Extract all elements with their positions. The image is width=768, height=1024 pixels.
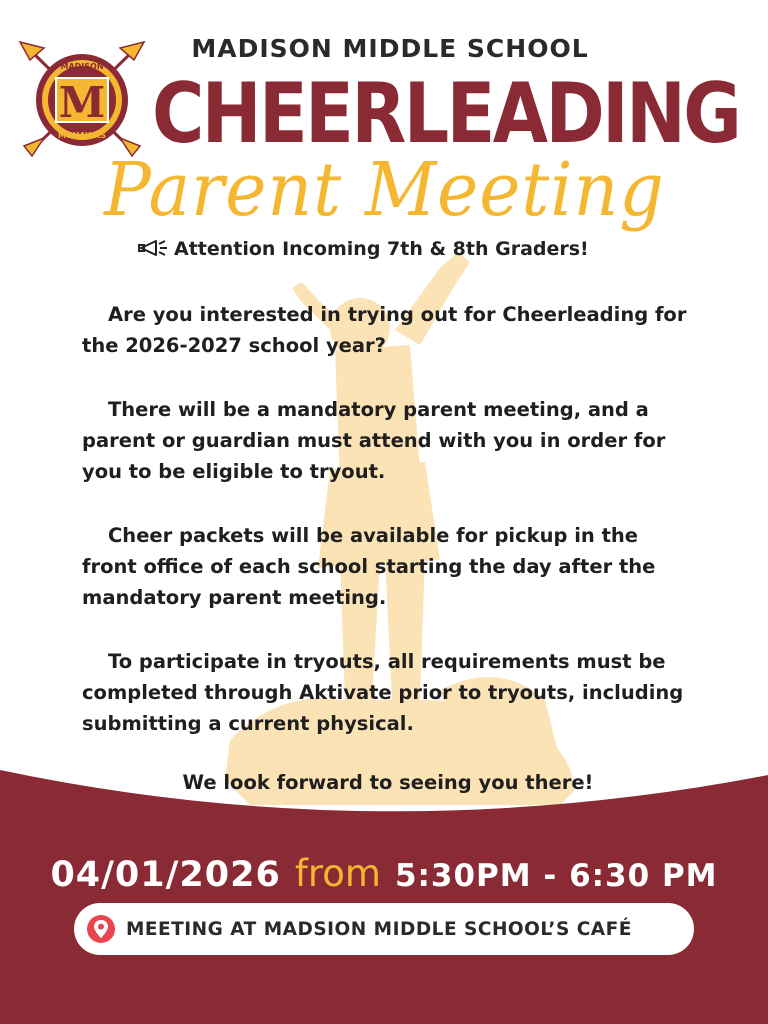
location-pin-icon <box>86 914 116 944</box>
logo-letter: M <box>58 78 106 127</box>
paragraph-packets: Cheer packets will be available for pickup in the front office of each school starting the day after the mandatory parent meeting. <box>82 524 656 609</box>
megaphone-icon <box>138 237 168 259</box>
logo-top-text: MADISON <box>60 62 104 71</box>
location-text: MEETING AT MADSION MIDDLE SCHOOL’S CAFÉ <box>126 918 632 940</box>
event-datetime <box>0 852 768 895</box>
event-time: 5:30PM - 6:30 PM <box>394 858 718 894</box>
attention-text: Attention Incoming 7th & 8th Graders! <box>174 238 589 260</box>
closing-line: We look forward to seeing you there! <box>182 771 594 794</box>
main-title: CHEERLEADING <box>152 65 740 162</box>
location-pill <box>74 903 694 955</box>
event-date: 04/01/2026 <box>50 855 281 895</box>
paragraph-meeting: There will be a mandatory parent meeting, and a parent or guardian must attend with you in order for you to be eligible to tryout. <box>82 398 666 483</box>
paragraph-interest: Are you interested in trying out for Cheerleading for the 2026-2027 school year? <box>82 303 687 357</box>
subtitle: Parent Meeting <box>104 147 665 233</box>
logo-bottom-text: MOHAWKS <box>57 131 107 140</box>
madison-mohawks-logo <box>16 38 148 162</box>
attention-line <box>138 237 658 260</box>
paragraph-requirements: To participate in tryouts, all requirements must be completed through Aktivate prior to tryouts, including submitting a current physical. <box>82 650 684 735</box>
school-name: MADISON MIDDLE SCHOOL <box>191 34 589 63</box>
from-word: from <box>294 852 381 895</box>
